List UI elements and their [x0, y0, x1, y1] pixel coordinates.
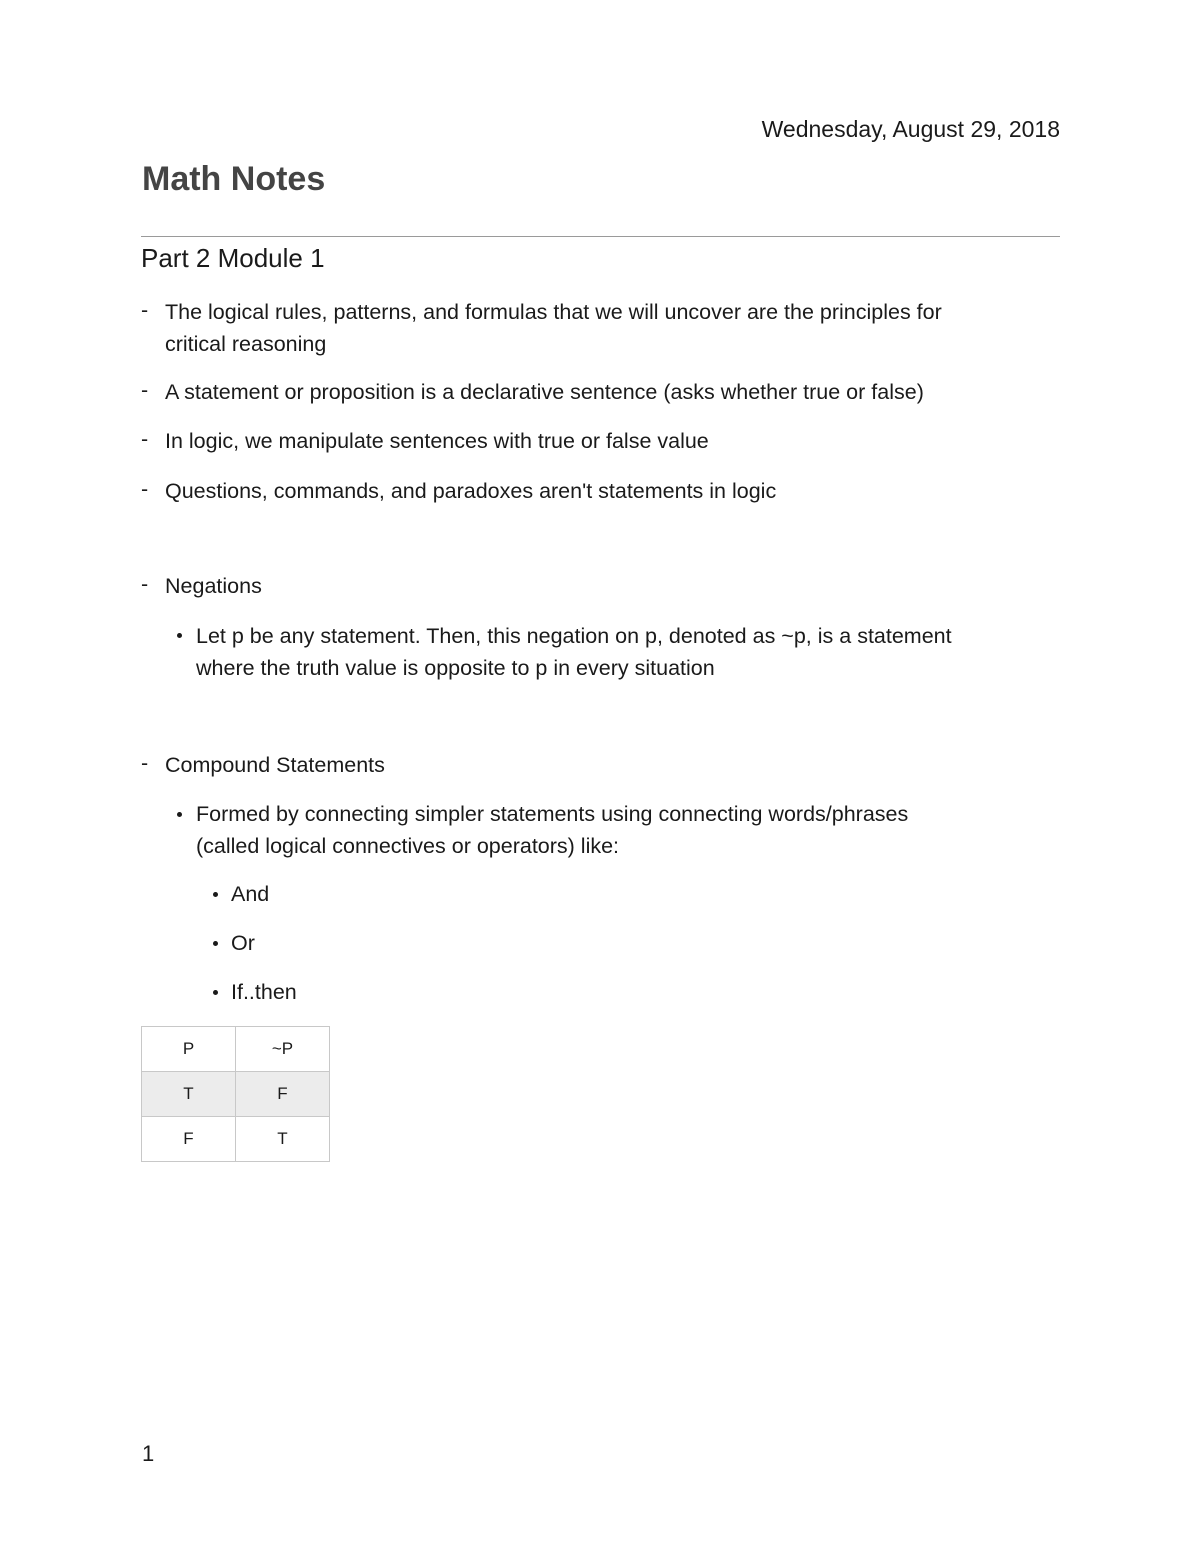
date-line: Wednesday, August 29, 2018: [761, 116, 1060, 142]
bullet-line: critical reasoning: [165, 332, 327, 356]
definition-line: (called logical connectives or operators) like:: [196, 834, 620, 858]
bullet-dash: -: [141, 427, 149, 451]
table-cell: F: [236, 1072, 330, 1117]
connective-item: If..then: [231, 980, 297, 1004]
bullet-dash: -: [141, 572, 149, 596]
table-header-cell: ~P: [236, 1027, 330, 1072]
bullet-text: A statement or proposition is a declarative sentence (asks whether true or false): [165, 380, 924, 404]
sub-bullet-dot: [177, 812, 182, 817]
truth-table: [141, 1026, 330, 1162]
definition-line: where the truth value is opposite to p in every situation: [196, 656, 715, 680]
negations-definition: [196, 620, 952, 684]
connective-dot: [213, 941, 218, 946]
table-cell: T: [236, 1117, 330, 1162]
document-title: Math Notes: [142, 160, 326, 198]
definition-line: Let p be any statement. Then, this negation on p, denoted as ~p, is a statement: [196, 624, 952, 648]
definition-line: Formed by connecting simpler statements using connecting words/phrases: [196, 802, 909, 826]
bullet-text: In logic, we manipulate sentences with true or false value: [165, 429, 709, 453]
negations-label: Negations: [165, 574, 262, 598]
table-cell: F: [142, 1117, 236, 1162]
bullet-line: The logical rules, patterns, and formulas that we will uncover are the principles for: [165, 300, 942, 324]
connective-dot: [213, 892, 218, 897]
sub-bullet-dot: [177, 633, 182, 638]
connective-item: And: [231, 882, 270, 906]
table-header-cell: P: [142, 1027, 236, 1072]
title-divider: [141, 236, 1060, 237]
bullet-dash: -: [141, 378, 149, 402]
page-number: 1: [142, 1441, 155, 1466]
bullet-dash: -: [141, 298, 149, 322]
bullet-text: Questions, commands, and paradoxes aren't statements in logic: [165, 479, 777, 503]
connective-dot: [213, 990, 218, 995]
bullet-dash: -: [141, 477, 149, 501]
bullet-dash: -: [141, 751, 149, 775]
table-row: [142, 1117, 330, 1162]
bullet-text: [165, 296, 942, 360]
compound-definition: [196, 798, 908, 862]
section-heading: Part 2 Module 1: [141, 243, 325, 273]
connective-item: Or: [231, 931, 255, 955]
table-row: [142, 1072, 330, 1117]
table-cell: T: [142, 1072, 236, 1117]
table-header-row: [142, 1027, 330, 1072]
compound-label: Compound Statements: [165, 753, 385, 777]
